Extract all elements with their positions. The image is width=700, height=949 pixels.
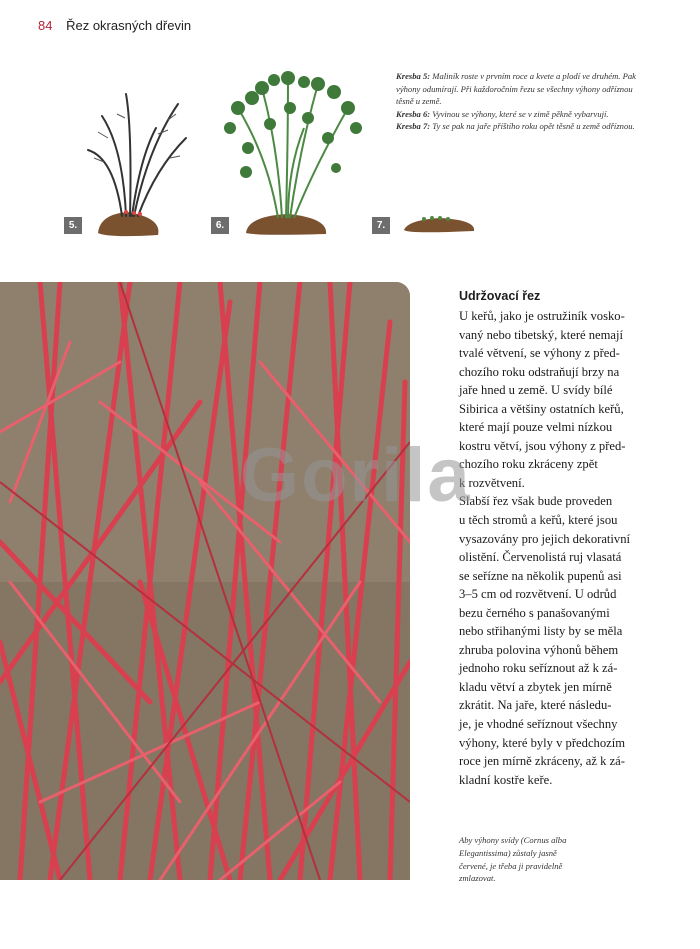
caption-5 (396, 70, 646, 108)
body-line: kostru větví, jsou výhony z před- (459, 438, 626, 453)
caption-5-label: Kresba 5: (396, 71, 431, 81)
body-line: zkrátit. Na jaře, které následu- (459, 698, 612, 713)
drawing-7-cut-back (400, 208, 480, 234)
caption-5-text: Maliník roste v prvním roce a kvete a plodí ve druhém. Pak výhony odumírají. Při každoročním řezu se všechny výhony odříznou těsně u země. (396, 71, 636, 107)
dogwood-stems-illustration (0, 282, 410, 880)
caption-6-label: Kresba 6: (396, 108, 431, 119)
body-line: výhony, které byly v předchozím (459, 735, 626, 750)
body-line: tvalé větvení, se výhony z před- (459, 346, 620, 361)
body-line: je, je vhodné seříznout všechny (459, 717, 618, 732)
body-line: vaný nebo tibetský, které nemají (459, 327, 624, 342)
body-line: Sibirica a většiny ostatních keřů, (459, 401, 624, 416)
body-line: vysazovány pro jejich dekorativní (459, 531, 631, 546)
caption-7-text: Ty se pak na jaře příštího roku opět těsně u země odříznou. (432, 121, 635, 132)
photo-caption-line: Aby výhony svídy (Cornus alba (459, 835, 567, 845)
body-line: 3–5 cm od rozvětvení. U odrůd (459, 587, 617, 602)
body-line: kladní kostře keře. (459, 772, 553, 787)
dogwood-photo (0, 282, 410, 880)
running-title: Řez okrasných dřevin (66, 18, 192, 33)
photo-caption-line: červené, je třeba ji pravidelně (459, 860, 563, 871)
body-line: k rozvětvení. (459, 475, 525, 490)
body-line: olistění. Červenolistá ruj vlasatá (459, 550, 622, 565)
drawing-6-young-canes (218, 68, 368, 238)
body-line: jednoho roku seříznout až k zá- (459, 661, 618, 676)
page-number: 84 (38, 18, 53, 33)
page-header (38, 18, 191, 33)
body-line: které mají pouze velmi nízkou (459, 420, 613, 435)
body-line: kladu větví a zbytek jen mírně (459, 679, 612, 694)
body-line: chozího roku zkráceny zpět (459, 457, 598, 472)
figure-label-6: 6. (211, 217, 229, 234)
body-line: zhruba polovina výhonů během (459, 642, 619, 657)
photo-caption-line: Elegantissima) zůstaly jasně (459, 847, 557, 858)
body-line: roce jen mírně zkráceny, až k zá- (459, 754, 625, 769)
body-line: u těch stromů a keřů, které jsou (459, 513, 618, 528)
section-body (459, 307, 681, 789)
caption-7 (396, 120, 646, 133)
figure-captions (396, 70, 646, 133)
photo-caption (459, 834, 629, 885)
body-line: jaře hned u země. U svídy bílé (459, 383, 613, 398)
body-line: nebo střihanými listy by se měla (459, 624, 623, 639)
body-line: chozího roku odstraňují brzy na (459, 364, 620, 379)
body-line: U keřů, jako je ostružiník vosko- (459, 309, 625, 323)
caption-6 (396, 108, 646, 121)
body-line: bezu černého s panašovanými (459, 605, 610, 620)
figure-label-5: 5. (64, 217, 82, 234)
photo-caption-line: zmlazovat. (459, 873, 496, 884)
caption-6-text: Vyvinou se výhony, které se v zimě pěkně vybarvují. (432, 108, 609, 119)
section-title: Udržovací řez (459, 289, 541, 303)
watermark: Gorila (240, 433, 472, 518)
caption-7-label: Kresba 7: (396, 121, 431, 132)
body-line: Slabší řez však bude proveden (459, 494, 613, 509)
figure-label-7: 7. (372, 217, 390, 234)
drawing-5-raspberry-canes (78, 88, 196, 238)
body-line: se seřízne na několik pupenů asi (459, 568, 622, 583)
